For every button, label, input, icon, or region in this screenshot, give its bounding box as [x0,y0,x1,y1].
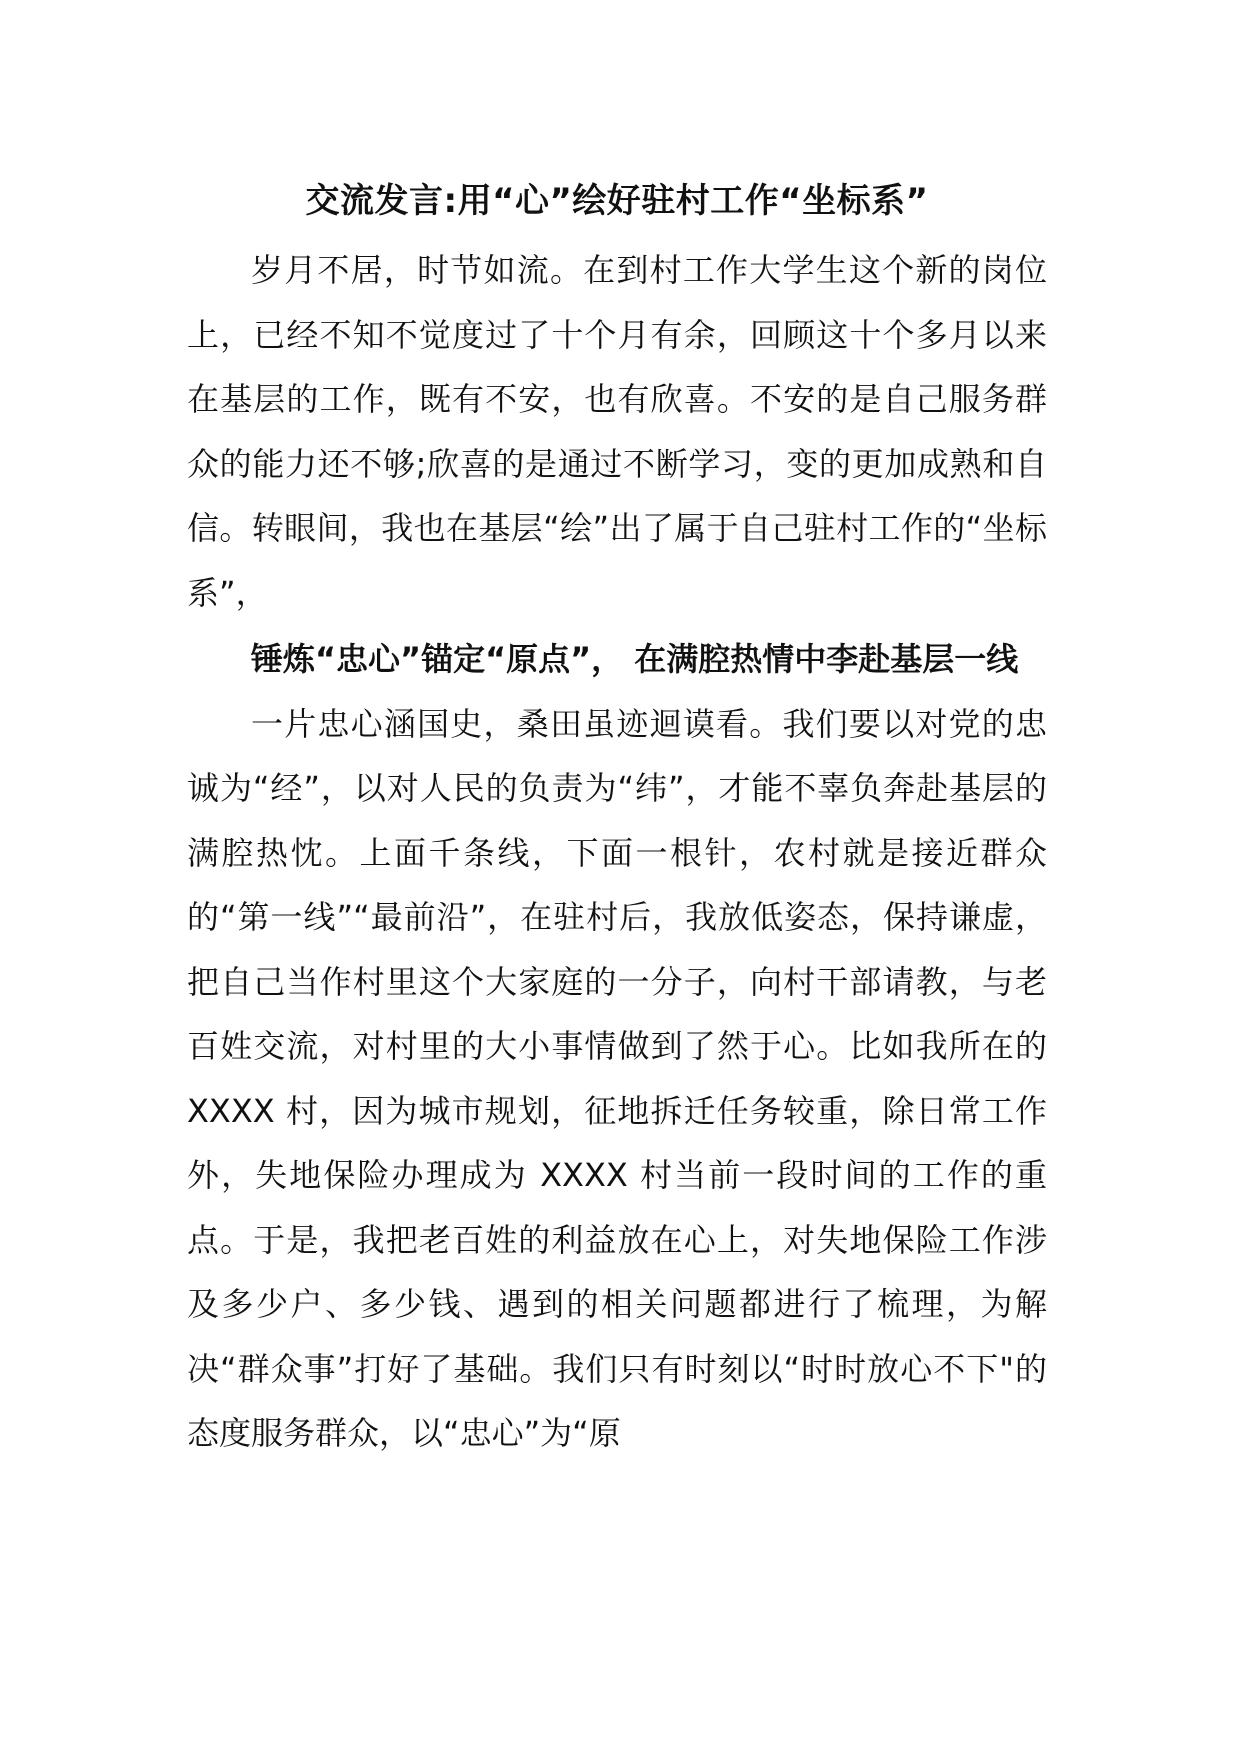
section-heading: 锤炼“忠心”锚定“原点”， 在满腔热情中李赴基层一线 [251,640,1019,678]
document-title: 交流发言:用“心”绘好驻村工作“坐标系” [305,181,929,221]
body-paragraph: 一片忠心涵国史，桑田虽迹迴谟看。我们要以对党的忠诚为“经”，以对人民的负责为“纬”，才能不辜负奔赴基层的满腔热忱。上面千条线，下面一根针，农村就是接近群众的“第一线”“最前沿”，在驻村后，我放低姿态，保持谦虚，把自己当作村里这个大家庭的一分子，向村干部请教，与老百姓交流，对村里的大小事情做到了然于心。比如我所在的 XXXX 村，因为城市规划，征地拆迁任务较重，除日常工作外，失地保险办理成为 XXXX 村当前一段时间的工作的重点。于是，我把老百姓的利益放在心上，对失地保险工作涉及多少户、多少钱、遇到的相关问题都进行了梳理，为解决“群众事”打好了基础。我们只有时刻以“时时放心不下"的态度服务群众，以“忠心”为“原 [187,704,1047,1452]
document-body [187,178,1047,1466]
intro-paragraph: 岁月不居，时节如流。在到村工作大学生这个新的岗位上，已经不知不觉度过了十个月有余，回顾这十个多月以来在基层的工作，既有不安，也有欣喜。不安的是自己服务群众的能力还不够;欣喜的是通过不断学习，变的更加成熟和自信。转眼间，我也在基层“绘”出了属于自己驻村工作的“坐标系”， [187,251,1047,612]
